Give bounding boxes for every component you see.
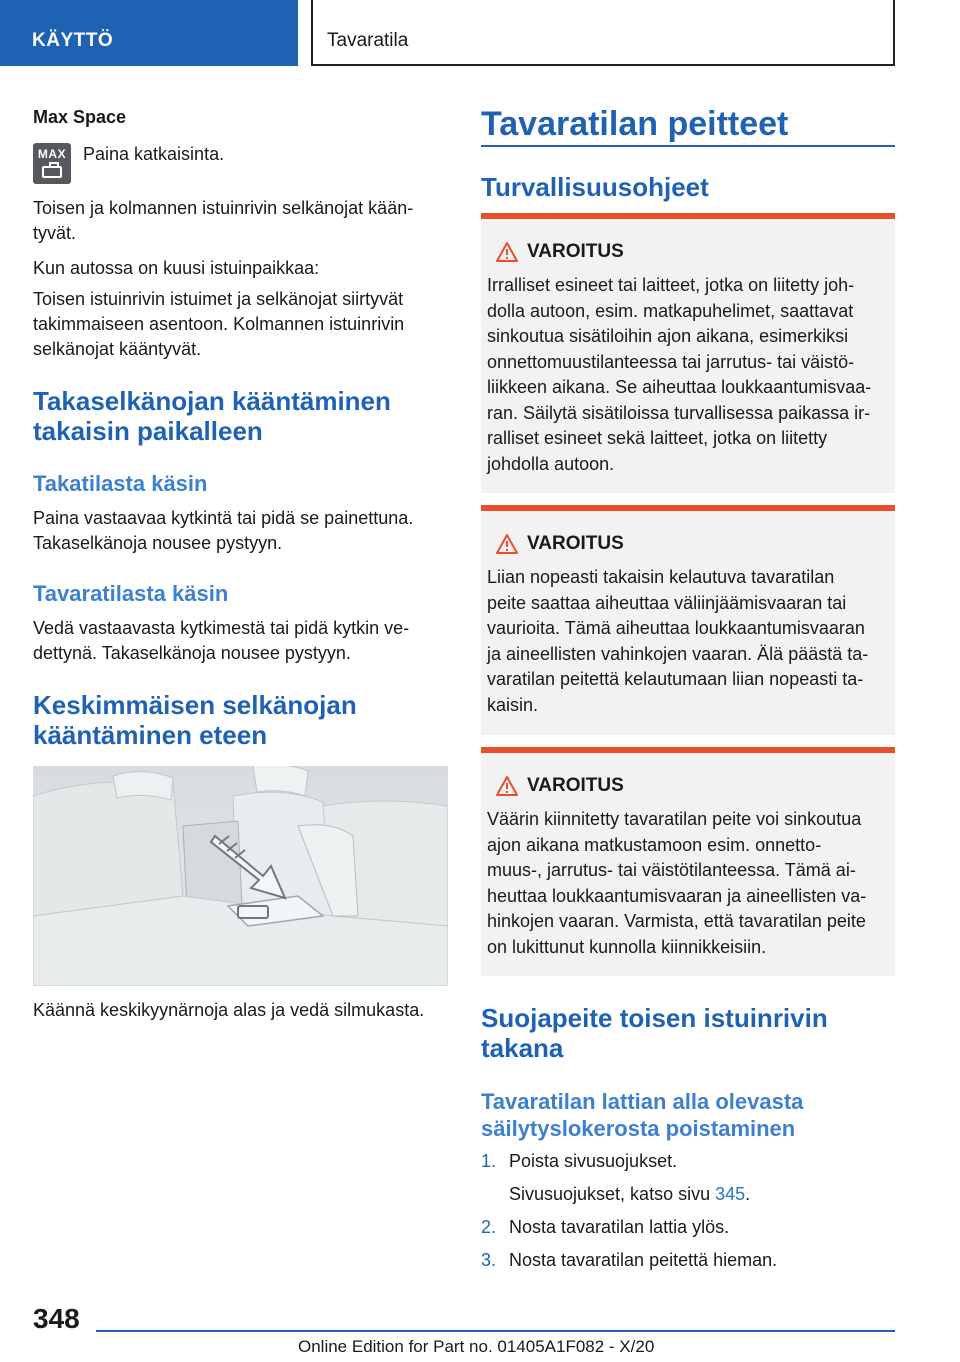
text-line: Liian nopeasti takaisin kelautuva tavaratilan [487,567,835,587]
subheading-remove-from-compartment [481,1088,803,1142]
list-item [481,1149,895,1182]
warning-triangle-icon [495,241,519,263]
page-header [0,0,960,66]
heading-return-backrest [33,386,391,446]
list-item [481,1248,895,1281]
heading-line: säilytyslokerosta poistaminen [481,1116,796,1141]
warning-body [487,273,887,477]
step-number: 3. [481,1250,497,1270]
max-press-text: Paina katkaisinta. [83,144,225,164]
text-line: Väärin kiinnitetty tavaratilan peite voi sinkoutua [487,809,862,829]
text-line: Vedä vastaavasta kytkimestä tai pidä kytkin ve‐ [33,618,410,638]
warning-triangle-icon [495,533,519,555]
text-line: tyvät. [33,223,77,243]
warning-box-1 [481,213,895,493]
text-line: hinkojen vaaran. Varmista, että tavaratilan peite [487,911,866,931]
warning-header [487,775,887,801]
text-line: heuttaa loukkaantumisvaaran ja aineellisten va‐ [487,885,867,906]
footer-rule [96,1330,895,1332]
section-tab[interactable]: KÄYTTÖ [0,0,298,66]
list-item [481,1215,895,1248]
para-from-cargo [33,616,409,666]
heading-safety: Turvallisuusohjeet [481,172,709,202]
heading-protective-cover [481,1003,828,1063]
text-line: ja aineellisten vahinkojen vaaran. Älä päästä ta‐ [487,643,869,664]
heading-line: takaisin paikalleen [33,416,263,446]
para-six-seats: Kun autossa on kuusi istuinpaikkaa: [33,258,320,278]
text-line: muus-, jarrutus- tai väistötilanteessa. Tämä ai‐ [487,860,856,880]
heading-line: Tavaratilan lattian alla olevasta [481,1089,804,1114]
step-text: Poista sivusuojukset. [509,1151,678,1171]
page-number: 348 [33,1303,80,1334]
warning-title: VAROITUS [527,241,624,262]
text-line: Paina vastaavaa kytkintä tai pidä se painettuna. [33,508,414,528]
max-space-title: Max Space [33,107,127,127]
para-from-rear [33,506,413,556]
note-punct: . [745,1184,751,1204]
text-line: kaisin. [487,694,539,715]
text-line: Takaselkänoja nousee pystyyn. [33,533,283,553]
step-text: Nosta tavaratilan peitettä hieman. [509,1250,778,1270]
warning-title: VAROITUS [527,533,624,554]
text-line: dolla autoon, esim. matkapuhelimet, saattavat [487,300,854,321]
heading-line: kääntäminen eteen [33,720,268,750]
seat-drawing [33,766,448,986]
text-line: varatilan peitettä kelautumaan liian nopeasti ta‐ [487,669,864,689]
text-line: onnettomuustilanteessa tai jarrutus- tai väistö‐ [487,351,855,372]
subheading-from-cargo: Tavaratilasta käsin [33,581,229,606]
text-line: peite saattaa aiheuttaa väliinjäämisvaaran tai [487,592,847,613]
note-text: Sivusuojukset, katso sivu [509,1184,716,1204]
text-line: ajon aikana matkustamoon esim. onnetto‐ [487,834,822,855]
text-line: takimmaiseen asentoon. Kolmannen istuinrivin [33,314,405,334]
warning-header [487,533,887,559]
heading-middle-backrest [33,690,357,750]
text-line: ran. Säilytä sisätiloissa turvallisessa paikassa ir‐ [487,402,871,423]
removal-steps [481,1149,895,1281]
heading-cargo-covers: Tavaratilan peitteet [481,105,789,143]
warning-triangle-icon [495,775,519,797]
heading-line: Takaselkänojan kääntäminen [33,386,391,416]
subheading-from-rear: Takatilasta käsin [33,471,208,496]
rear-seat-armrest-illustration [33,766,448,986]
edition-text: Online Edition for Part no. 01405A1F082 - X/20 [298,1337,655,1356]
warning-body [487,807,887,960]
text-line: Toisen ja kolmannen istuinrivin selkänojat kään‐ [33,198,414,218]
warning-title: VAROITUS [527,775,624,796]
max-icon-label: MAX [37,147,67,161]
heading-line: takana [481,1033,564,1063]
step-text: Nosta tavaratilan lattia ylös. [509,1217,730,1237]
text-line: selkänojat kääntyvät. [33,339,202,359]
max-space-button-icon [33,143,71,184]
text-line: sinkoutua sisätiloihin ajon aikana, esimerkiksi [487,326,849,346]
text-line: ralliset esineet sekä laitteet, jotka on liitetty [487,428,828,448]
text-line: liikkeen aikana. Se aiheuttaa loukkaantumisvaa‐ [487,377,872,397]
page-link-345[interactable]: 345 [715,1184,746,1204]
heading-rule [481,145,895,147]
text-line: johdolla autoon. [487,453,615,474]
step-number: 2. [481,1217,497,1237]
chapter-title: Tavaratila [311,0,895,66]
illustration-caption: Käännä keskikyynärnoja alas ja vedä silmukasta. [33,1000,425,1020]
text-line: vaurioita. Tämä aiheuttaa loukkaantumisvaaran [487,618,865,638]
warning-box-2 [481,505,895,735]
step-note [481,1182,895,1215]
text-line: dettynä. Takaselkänoja nousee pystyyn. [33,643,351,663]
heading-line: Keskimmäisen selkänojan [33,690,357,720]
heading-line: Suojapeite toisen istuinrivin [481,1003,828,1033]
warning-header [487,241,887,267]
step-number: 1. [481,1151,497,1171]
text-line: Irralliset esineet tai laitteet, jotka on liitetty joh‐ [487,275,855,295]
text-line: Toisen istuinrivin istuimet ja selkänojat siirtyvät [33,289,404,309]
para-seats-move [33,287,404,362]
text-line: on lukittunut kunnolla kiinnikkeisiin. [487,936,767,957]
warning-box-3 [481,747,895,976]
warning-body [487,565,887,718]
para-rows-fold [33,196,413,246]
